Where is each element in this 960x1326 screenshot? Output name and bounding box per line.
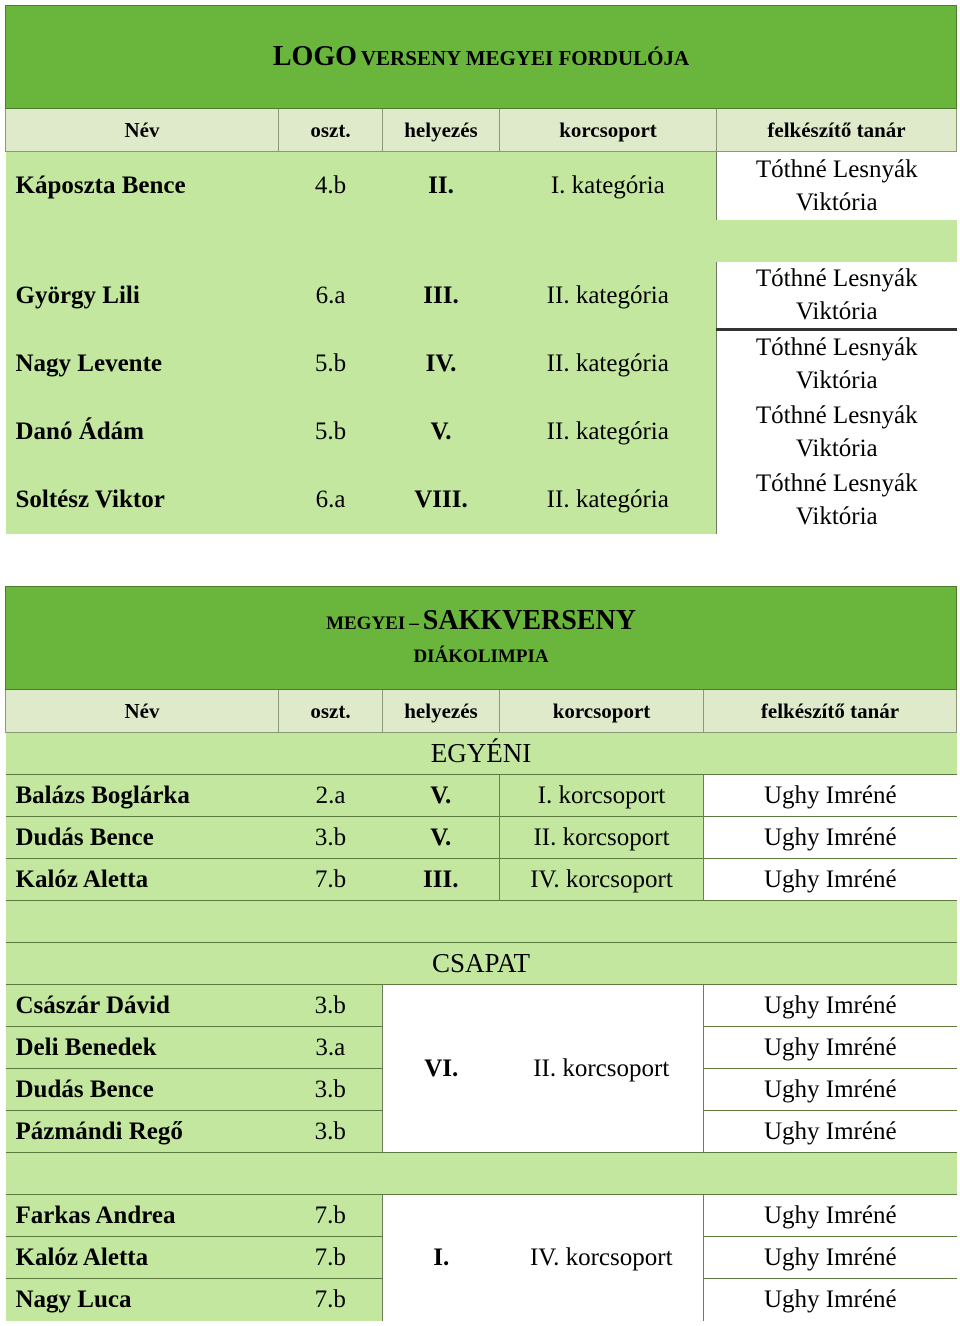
chess-title-banner	[6, 587, 957, 690]
student-group: I. korcsoport	[500, 775, 704, 817]
table-row	[6, 775, 957, 817]
student-name: Káposzta Bence	[6, 152, 279, 220]
student-name: Pázmándi Regő	[6, 1111, 279, 1153]
header-class: oszt.	[279, 690, 383, 733]
student-group: II. kategória	[500, 466, 717, 534]
student-group: II. kategória	[500, 262, 717, 330]
student-name: Kalóz Aletta	[6, 859, 279, 901]
student-teacher: Tóthné Lesnyák Viktória	[717, 398, 957, 466]
team-group: IV. korcsoport	[500, 1195, 704, 1321]
header-name: Név	[6, 690, 279, 733]
student-class: 7.b	[279, 1237, 383, 1279]
individual-label: EGYÉNI	[6, 733, 957, 775]
table-row	[6, 1195, 957, 1237]
header-place: helyezés	[383, 109, 500, 152]
table-row	[6, 817, 957, 859]
logo-results-table	[5, 5, 957, 534]
student-place: II.	[383, 152, 500, 220]
student-name: Balázs Boglárka	[6, 775, 279, 817]
table-row	[6, 859, 957, 901]
spacer-row	[6, 901, 957, 943]
student-teacher: Ughy Imréné	[704, 1237, 957, 1279]
student-class: 3.b	[279, 985, 383, 1027]
student-teacher: Ughy Imréné	[704, 1279, 957, 1321]
student-class: 7.b	[279, 1195, 383, 1237]
student-name: Nagy Luca	[6, 1279, 279, 1321]
student-teacher: Tóthné Lesnyák Viktória	[717, 330, 957, 398]
student-teacher: Tóthné Lesnyák Viktória	[717, 466, 957, 534]
student-place: VIII.	[383, 466, 500, 534]
chess-results-table	[5, 586, 957, 1321]
header-teacher: felkészítő tanár	[717, 109, 957, 152]
student-teacher: Ughy Imréné	[704, 775, 957, 817]
logo-title-banner	[6, 6, 957, 109]
student-class: 2.a	[279, 775, 383, 817]
header-name: Név	[6, 109, 279, 152]
chess-header-row	[6, 690, 957, 733]
student-class: 7.b	[279, 859, 383, 901]
spacer-row	[6, 1153, 957, 1195]
team-place: VI.	[383, 985, 500, 1153]
student-place: III.	[383, 262, 500, 330]
student-teacher: Tóthné Lesnyák Viktória	[717, 152, 957, 220]
student-name: Nagy Levente	[6, 330, 279, 398]
student-name: Farkas Andrea	[6, 1195, 279, 1237]
student-place: V.	[383, 775, 500, 817]
header-place: helyezés	[383, 690, 500, 733]
student-class: 7.b	[279, 1279, 383, 1321]
table-row	[6, 152, 957, 220]
spacer-cell	[6, 1153, 957, 1195]
student-class: 3.b	[279, 1069, 383, 1111]
team-label: CSAPAT	[6, 943, 957, 985]
table-row	[6, 330, 957, 398]
student-name: Császár Dávid	[6, 985, 279, 1027]
table-row	[6, 466, 957, 534]
student-place: V.	[383, 817, 500, 859]
logo-header-row	[6, 109, 957, 152]
student-name: György Lili	[6, 262, 279, 330]
student-group: II. kategória	[500, 398, 717, 466]
table-row	[6, 985, 957, 1027]
student-group: IV. korcsoport	[500, 859, 704, 901]
logo-title-main: LOGO	[272, 41, 357, 72]
student-class: 5.b	[279, 330, 383, 398]
student-teacher: Ughy Imréné	[704, 1195, 957, 1237]
header-group: korcsoport	[500, 109, 717, 152]
student-class: 6.a	[279, 262, 383, 330]
student-place: V.	[383, 398, 500, 466]
student-class: 5.b	[279, 398, 383, 466]
logo-title-rest: VERSENY MEGYEI FORDULÓJA	[360, 46, 690, 70]
header-class: oszt.	[279, 109, 383, 152]
chess-title-dash: –	[409, 613, 419, 634]
student-name: Deli Benedek	[6, 1027, 279, 1069]
student-group: I. kategória	[500, 152, 717, 220]
student-place: IV.	[383, 330, 500, 398]
student-teacher: Tóthné Lesnyák Viktória	[717, 262, 957, 330]
student-teacher: Ughy Imréné	[704, 1069, 957, 1111]
spacer-cell	[6, 901, 957, 943]
spacer-row	[6, 220, 957, 262]
student-teacher: Ughy Imréné	[704, 859, 957, 901]
student-class: 3.b	[279, 817, 383, 859]
student-group: II. korcsoport	[500, 817, 704, 859]
student-name: Kalóz Aletta	[6, 1237, 279, 1279]
header-teacher: felkészítő tanár	[704, 690, 957, 733]
student-group: II. kategória	[500, 330, 717, 398]
student-class: 3.b	[279, 1111, 383, 1153]
table-row	[6, 262, 957, 330]
student-class: 6.a	[279, 466, 383, 534]
chess-title-county: MEGYEI	[326, 613, 406, 634]
student-teacher: Ughy Imréné	[704, 1111, 957, 1153]
table-row	[6, 398, 957, 466]
student-name: Soltész Viktor	[6, 466, 279, 534]
chess-subtitle: DIÁKOLIMPIA	[413, 646, 549, 667]
spacer-cell	[6, 220, 957, 262]
student-class: 4.b	[279, 152, 383, 220]
chess-title-main: SAKKVERSENY	[422, 605, 636, 636]
student-class: 3.a	[279, 1027, 383, 1069]
student-place: III.	[383, 859, 500, 901]
student-teacher: Ughy Imréné	[704, 1027, 957, 1069]
student-name: Dudás Bence	[6, 1069, 279, 1111]
student-teacher: Ughy Imréné	[704, 985, 957, 1027]
team-group: II. korcsoport	[500, 985, 704, 1153]
team-place: I.	[383, 1195, 500, 1321]
header-group: korcsoport	[500, 690, 704, 733]
student-teacher: Ughy Imréné	[704, 817, 957, 859]
student-name: Danó Ádám	[6, 398, 279, 466]
student-name: Dudás Bence	[6, 817, 279, 859]
